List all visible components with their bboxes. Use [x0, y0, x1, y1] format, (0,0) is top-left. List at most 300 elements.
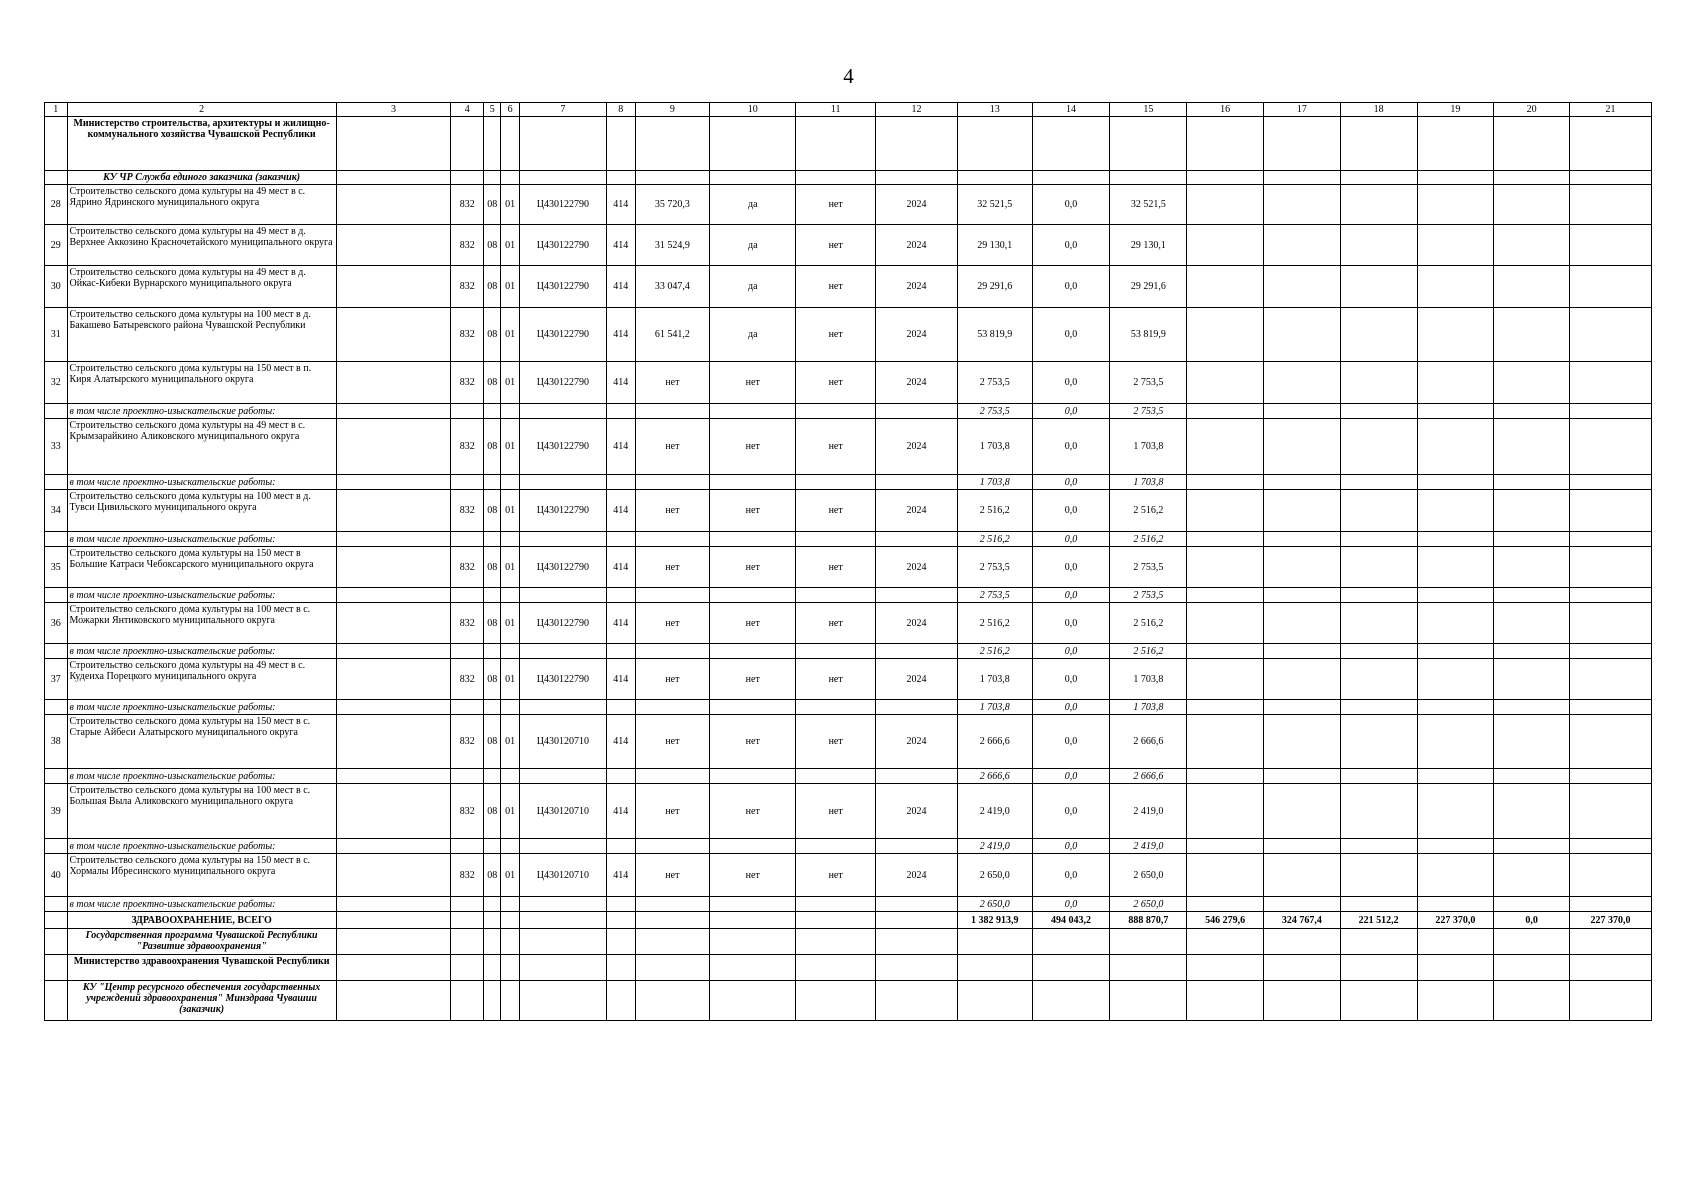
cell-col-8: [606, 404, 635, 419]
cell-col-21: [1570, 419, 1652, 475]
cell-col-11: [796, 955, 876, 981]
project-c5: 08: [484, 854, 501, 897]
cell-col-19: [1417, 929, 1494, 955]
cell-col-16: [1187, 225, 1264, 266]
cell-col-15: [1110, 929, 1187, 955]
project-c14: 0,0: [1032, 266, 1110, 308]
total-c13: 1 382 913,9: [957, 912, 1032, 929]
project-name: Строительство сельского дома культуры на 49 мест в с. Крымзарайкино Аликовского муниципального округа: [67, 419, 336, 475]
cell-col-21: [1570, 700, 1652, 715]
project-c11: нет: [796, 854, 876, 897]
project-c12: 2024: [876, 715, 958, 769]
subtotal-c14: 0,0: [1032, 769, 1110, 784]
project-c13: 32 521,5: [957, 185, 1032, 225]
project-c13: 2 753,5: [957, 362, 1032, 404]
cell-col-18: [1340, 419, 1417, 475]
subtotal-label: в том числе проектно-изыскательские работы:: [67, 897, 336, 912]
project-c12: 2024: [876, 784, 958, 839]
cell-col-10: [710, 644, 796, 659]
cell-col-12: [876, 700, 958, 715]
cell-col-19: [1417, 171, 1494, 185]
project-c15: 29 291,6: [1110, 266, 1187, 308]
subtotal-label: в том числе проектно-изыскательские работы:: [67, 404, 336, 419]
cell-col-16: [1187, 404, 1264, 419]
cell-col-18: [1340, 897, 1417, 912]
cell-col-3: [336, 715, 451, 769]
project-c4: 832: [451, 362, 484, 404]
project-c7: Ц430122790: [519, 547, 606, 588]
cell-col-19: [1417, 532, 1494, 547]
total-c20: 0,0: [1494, 912, 1570, 929]
cell-col-8: [606, 171, 635, 185]
cell-col-9: [635, 588, 710, 603]
section-header-title: Министерство здравоохранения Чувашской Республики: [67, 955, 336, 981]
cell-col-9: [635, 769, 710, 784]
project-c11: нет: [796, 490, 876, 532]
project-c5: 08: [484, 419, 501, 475]
cell-col-21: [1570, 715, 1652, 769]
project-c8: 414: [606, 547, 635, 588]
project-c4: 832: [451, 659, 484, 700]
cell-col-21: [1570, 603, 1652, 644]
cell-col-6: [501, 644, 519, 659]
cell-col-3: [336, 784, 451, 839]
cell-col-18: [1340, 532, 1417, 547]
column-number: 7: [519, 103, 606, 117]
cell-col-19: [1417, 715, 1494, 769]
project-c8: 414: [606, 185, 635, 225]
cell-col-18: [1340, 490, 1417, 532]
cell-col-17: [1263, 839, 1340, 854]
cell-col-21: [1570, 490, 1652, 532]
section-header-title: Государственная программа Чувашской Республики "Развитие здравоохранения": [67, 929, 336, 955]
project-c8: 414: [606, 603, 635, 644]
cell-col-7: [519, 955, 606, 981]
page-number: 4: [843, 64, 854, 88]
cell-col-12: [876, 955, 958, 981]
project-c8: 414: [606, 784, 635, 839]
project-c15: 2 753,5: [1110, 547, 1187, 588]
project-c15: 29 130,1: [1110, 225, 1187, 266]
subtotal-c14: 0,0: [1032, 839, 1110, 854]
subtotal-row: [45, 839, 1652, 854]
cell-col-12: [876, 981, 958, 1021]
project-c4: 832: [451, 419, 484, 475]
project-c15: 2 516,2: [1110, 490, 1187, 532]
project-row: [45, 854, 1652, 897]
cell-col-8: [606, 929, 635, 955]
cell-col-5: [484, 929, 501, 955]
cell-col-19: [1417, 981, 1494, 1021]
total-c21: 227 370,0: [1570, 912, 1652, 929]
cell-col-1: [45, 532, 68, 547]
cell-col-18: [1340, 362, 1417, 404]
subtotal-c13: 1 703,8: [957, 475, 1032, 490]
project-c6: 01: [501, 308, 519, 362]
cell-col-18: [1340, 784, 1417, 839]
cell-col-20: [1494, 603, 1570, 644]
cell-col-4: [451, 117, 484, 171]
cell-col-20: [1494, 854, 1570, 897]
project-name: Строительство сельского дома культуры на 49 мест в д. Ойкас-Кибеки Вурнарского муниципального округа: [67, 266, 336, 308]
project-c5: 08: [484, 185, 501, 225]
cell-col-12: [876, 912, 958, 929]
project-c15: 32 521,5: [1110, 185, 1187, 225]
cell-col-11: [796, 897, 876, 912]
cell-col-16: [1187, 929, 1264, 955]
project-c15: 2 516,2: [1110, 603, 1187, 644]
cell-col-9: [635, 644, 710, 659]
cell-col-18: [1340, 715, 1417, 769]
cell-col-17: [1263, 225, 1340, 266]
cell-col-20: [1494, 588, 1570, 603]
cell-col-20: [1494, 419, 1570, 475]
cell-col-5: [484, 588, 501, 603]
column-number: 15: [1110, 103, 1187, 117]
project-c12: 2024: [876, 362, 958, 404]
cell-col-18: [1340, 404, 1417, 419]
project-c6: 01: [501, 490, 519, 532]
project-number: 31: [45, 308, 68, 362]
column-number: 6: [501, 103, 519, 117]
cell-col-13: [957, 955, 1032, 981]
project-number: 35: [45, 547, 68, 588]
subtotal-c15: 2 516,2: [1110, 644, 1187, 659]
project-c12: 2024: [876, 490, 958, 532]
cell-col-18: [1340, 171, 1417, 185]
cell-col-18: [1340, 225, 1417, 266]
cell-col-3: [336, 769, 451, 784]
project-c15: 2 753,5: [1110, 362, 1187, 404]
total-c18: 221 512,2: [1340, 912, 1417, 929]
project-c10: да: [710, 225, 796, 266]
cell-col-21: [1570, 981, 1652, 1021]
cell-col-12: [876, 117, 958, 171]
cell-col-18: [1340, 308, 1417, 362]
cell-col-12: [876, 475, 958, 490]
cell-col-19: [1417, 700, 1494, 715]
project-c12: 2024: [876, 854, 958, 897]
subtotal-c13: 2 753,5: [957, 588, 1032, 603]
project-c12: 2024: [876, 547, 958, 588]
cell-col-16: [1187, 769, 1264, 784]
section-header-row: [45, 955, 1652, 981]
total-c15: 888 870,7: [1110, 912, 1187, 929]
project-c9: нет: [635, 419, 710, 475]
project-c9: нет: [635, 603, 710, 644]
cell-col-12: [876, 839, 958, 854]
project-c6: 01: [501, 784, 519, 839]
cell-col-8: [606, 588, 635, 603]
cell-col-3: [336, 532, 451, 547]
project-c9: нет: [635, 659, 710, 700]
cell-col-13: [957, 929, 1032, 955]
cell-col-17: [1263, 490, 1340, 532]
cell-col-5: [484, 171, 501, 185]
investment-table: [44, 102, 1652, 1021]
cell-col-21: [1570, 769, 1652, 784]
cell-col-19: [1417, 185, 1494, 225]
project-c9: нет: [635, 547, 710, 588]
column-number: 19: [1417, 103, 1494, 117]
cell-col-17: [1263, 308, 1340, 362]
cell-col-21: [1570, 547, 1652, 588]
cell-col-6: [501, 897, 519, 912]
project-row: [45, 547, 1652, 588]
project-c11: нет: [796, 308, 876, 362]
cell-col-11: [796, 171, 876, 185]
project-number: 40: [45, 854, 68, 897]
cell-col-18: [1340, 955, 1417, 981]
subtotal-row: [45, 532, 1652, 547]
cell-col-1: [45, 929, 68, 955]
project-c10: нет: [710, 715, 796, 769]
project-c8: 414: [606, 225, 635, 266]
subtotal-c13: 2 419,0: [957, 839, 1032, 854]
cell-col-16: [1187, 603, 1264, 644]
cell-col-21: [1570, 185, 1652, 225]
project-c13: 2 666,6: [957, 715, 1032, 769]
cell-col-9: [635, 475, 710, 490]
project-c9: нет: [635, 784, 710, 839]
cell-col-5: [484, 117, 501, 171]
project-c12: 2024: [876, 266, 958, 308]
cell-col-20: [1494, 547, 1570, 588]
project-number: 39: [45, 784, 68, 839]
project-c9: 61 541,2: [635, 308, 710, 362]
subtotal-c13: 2 666,6: [957, 769, 1032, 784]
project-name: Строительство сельского дома культуры на 49 мест в с. Ядрино Ядринского муниципального округа: [67, 185, 336, 225]
cell-col-18: [1340, 547, 1417, 588]
project-c6: 01: [501, 547, 519, 588]
cell-col-9: [635, 700, 710, 715]
column-number: 14: [1032, 103, 1110, 117]
project-row: [45, 362, 1652, 404]
column-number: 16: [1187, 103, 1264, 117]
project-number: 33: [45, 419, 68, 475]
cell-col-18: [1340, 475, 1417, 490]
column-number: 5: [484, 103, 501, 117]
project-name: Строительство сельского дома культуры на 150 мест в с. Хормалы Ибресинского муниципального округа: [67, 854, 336, 897]
project-number: 32: [45, 362, 68, 404]
cell-col-10: [710, 532, 796, 547]
cell-col-10: [710, 769, 796, 784]
project-c11: нет: [796, 659, 876, 700]
cell-col-19: [1417, 404, 1494, 419]
cell-col-10: [710, 839, 796, 854]
project-c4: 832: [451, 308, 484, 362]
cell-col-20: [1494, 532, 1570, 547]
cell-col-4: [451, 955, 484, 981]
cell-col-11: [796, 404, 876, 419]
section-header-row: [45, 117, 1652, 171]
cell-col-15: [1110, 955, 1187, 981]
project-c6: 01: [501, 185, 519, 225]
cell-col-8: [606, 897, 635, 912]
cell-col-19: [1417, 644, 1494, 659]
project-c7: Ц430122790: [519, 362, 606, 404]
column-number: 11: [796, 103, 876, 117]
cell-col-17: [1263, 784, 1340, 839]
subtotal-c13: 2 753,5: [957, 404, 1032, 419]
cell-col-21: [1570, 475, 1652, 490]
cell-col-7: [519, 839, 606, 854]
cell-col-4: [451, 929, 484, 955]
subtotal-c14: 0,0: [1032, 588, 1110, 603]
cell-col-20: [1494, 404, 1570, 419]
cell-col-9: [635, 929, 710, 955]
project-c4: 832: [451, 547, 484, 588]
cell-col-11: [796, 929, 876, 955]
cell-col-19: [1417, 362, 1494, 404]
project-c8: 414: [606, 266, 635, 308]
cell-col-20: [1494, 644, 1570, 659]
cell-col-20: [1494, 225, 1570, 266]
cell-col-21: [1570, 266, 1652, 308]
table-body: [45, 103, 1652, 1021]
cell-col-14: [1032, 955, 1110, 981]
project-c10: да: [710, 308, 796, 362]
cell-col-12: [876, 644, 958, 659]
project-c6: 01: [501, 362, 519, 404]
cell-col-20: [1494, 981, 1570, 1021]
subtotal-c13: 1 703,8: [957, 700, 1032, 715]
subtotal-c15: 1 703,8: [1110, 475, 1187, 490]
cell-col-14: [1032, 981, 1110, 1021]
cell-col-9: [635, 912, 710, 929]
project-name: Строительство сельского дома культуры на 49 мест в с. Кудеиха Порецкого муниципального округа: [67, 659, 336, 700]
cell-col-19: [1417, 603, 1494, 644]
cell-col-1: [45, 912, 68, 929]
subtotal-c15: 2 516,2: [1110, 532, 1187, 547]
project-number: 29: [45, 225, 68, 266]
cell-col-11: [796, 117, 876, 171]
subtotal-label: в том числе проектно-изыскательские работы:: [67, 475, 336, 490]
project-c13: 53 819,9: [957, 308, 1032, 362]
cell-col-6: [501, 912, 519, 929]
cell-col-16: [1187, 490, 1264, 532]
section-header-title: Министерство строительства, архитектуры и жилищно-коммунального хозяйства Чувашской Республики: [67, 117, 336, 171]
cell-col-20: [1494, 769, 1570, 784]
cell-col-4: [451, 171, 484, 185]
project-c7: Ц430122790: [519, 266, 606, 308]
cell-col-6: [501, 955, 519, 981]
cell-col-20: [1494, 897, 1570, 912]
section-header-title: КУ "Центр ресурсного обеспечения государственных учреждений здравоохранения" Минздрава Чувашии (заказчик): [67, 981, 336, 1021]
project-c10: нет: [710, 419, 796, 475]
cell-col-12: [876, 404, 958, 419]
project-c6: 01: [501, 659, 519, 700]
cell-col-10: [710, 588, 796, 603]
cell-col-7: [519, 532, 606, 547]
project-c10: нет: [710, 854, 796, 897]
project-c8: 414: [606, 419, 635, 475]
cell-col-16: [1187, 659, 1264, 700]
project-c4: 832: [451, 715, 484, 769]
cell-col-10: [710, 475, 796, 490]
column-number: 17: [1263, 103, 1340, 117]
cell-col-21: [1570, 659, 1652, 700]
cell-col-18: [1340, 185, 1417, 225]
cell-col-4: [451, 588, 484, 603]
cell-col-11: [796, 839, 876, 854]
cell-col-16: [1187, 266, 1264, 308]
project-name: Строительство сельского дома культуры на 150 мест в с. Старые Айбеси Алатырского муниципального округа: [67, 715, 336, 769]
cell-col-8: [606, 475, 635, 490]
project-c7: Ц430122790: [519, 603, 606, 644]
column-number-row: [45, 103, 1652, 117]
cell-col-5: [484, 839, 501, 854]
cell-col-18: [1340, 854, 1417, 897]
cell-col-3: [336, 929, 451, 955]
project-c10: да: [710, 266, 796, 308]
project-c12: 2024: [876, 603, 958, 644]
cell-col-10: [710, 117, 796, 171]
cell-col-1: [45, 588, 68, 603]
column-number: 9: [635, 103, 710, 117]
cell-col-7: [519, 769, 606, 784]
cell-col-3: [336, 362, 451, 404]
project-c14: 0,0: [1032, 490, 1110, 532]
cell-col-3: [336, 308, 451, 362]
cell-col-6: [501, 117, 519, 171]
project-row: [45, 308, 1652, 362]
column-number: 8: [606, 103, 635, 117]
project-c13: 1 703,8: [957, 659, 1032, 700]
project-c7: Ц430120710: [519, 854, 606, 897]
column-number: 3: [336, 103, 451, 117]
subtotal-c14: 0,0: [1032, 644, 1110, 659]
cell-col-3: [336, 981, 451, 1021]
cell-col-17: [1263, 769, 1340, 784]
project-c7: Ц430122790: [519, 185, 606, 225]
cell-col-20: [1494, 839, 1570, 854]
cell-col-5: [484, 644, 501, 659]
cell-col-19: [1417, 769, 1494, 784]
cell-col-16: [1187, 171, 1264, 185]
project-row: [45, 659, 1652, 700]
project-c6: 01: [501, 854, 519, 897]
cell-col-13: [957, 171, 1032, 185]
cell-col-21: [1570, 171, 1652, 185]
project-c10: нет: [710, 603, 796, 644]
subtotal-c15: 2 753,5: [1110, 404, 1187, 419]
cell-col-19: [1417, 419, 1494, 475]
project-c12: 2024: [876, 308, 958, 362]
cell-col-9: [635, 171, 710, 185]
cell-col-1: [45, 700, 68, 715]
cell-col-7: [519, 912, 606, 929]
cell-col-14: [1032, 117, 1110, 171]
cell-col-12: [876, 588, 958, 603]
total-label: ЗДРАВООХРАНЕНИЕ, ВСЕГО: [67, 912, 336, 929]
project-c11: нет: [796, 266, 876, 308]
project-c14: 0,0: [1032, 308, 1110, 362]
cell-col-10: [710, 912, 796, 929]
project-c4: 832: [451, 603, 484, 644]
project-row: [45, 603, 1652, 644]
cell-col-4: [451, 769, 484, 784]
cell-col-8: [606, 532, 635, 547]
subtotal-c15: 2 650,0: [1110, 897, 1187, 912]
project-row: [45, 185, 1652, 225]
cell-col-3: [336, 588, 451, 603]
cell-col-16: [1187, 854, 1264, 897]
project-c13: 2 516,2: [957, 490, 1032, 532]
cell-col-20: [1494, 266, 1570, 308]
project-number: 37: [45, 659, 68, 700]
project-c10: нет: [710, 659, 796, 700]
